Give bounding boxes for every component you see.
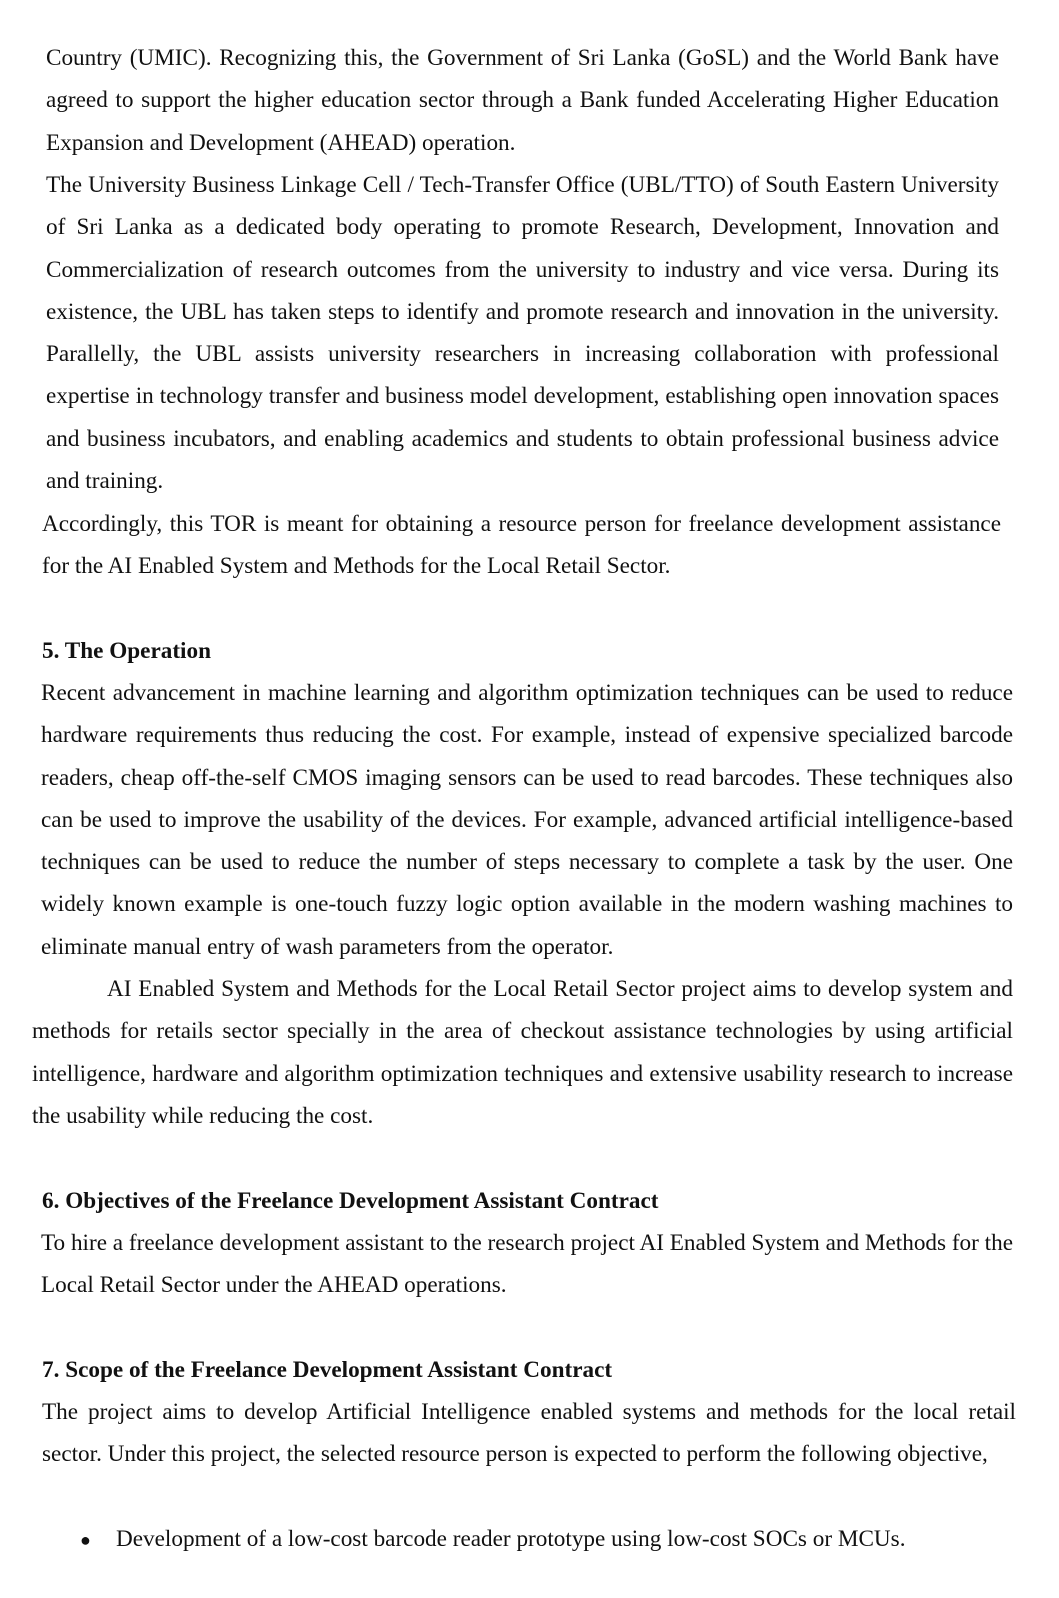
section-6-paragraph: To hire a freelance development assistant to the research project AI Enabled System and Methods for the Local Retail Sector under the AHEAD operations. <box>41 1230 1013 1299</box>
intro-paragraph-ahead: Country (UMIC). Recognizing this, the Government of Sri Lanka (GoSL) and the World Bank have agreed to support the higher education sector through a Bank funded Accelerating Higher Education Expansion and Development (AHEAD) operation. <box>46 45 999 156</box>
bullet-icon: ● <box>80 1530 91 1550</box>
section-5-paragraph-2: AI Enabled System and Methods for the Local Retail Sector project aims to develop system and methods for retails sector specially in the area of checkout assistance technologies by using artificial intelligence, hardware and algorithm optimization techniques and extensive usability research to increase the usability while reducing the cost. <box>32 976 1013 1129</box>
section-5-paragraph-1: Recent advancement in machine learning and algorithm optimization techniques can be used to reduce hardware requirements thus reducing the cost. For example, instead of expensive specialized barcode readers, cheap off-the-self CMOS imaging sensors can be used to read barcodes. These techniques also can be used to improve the usability of the devices. For example, advanced artificial intelligence-based techniques can be used to reduce the number of steps necessary to complete a task by the user. One widely known example is one-touch fuzzy logic option available in the modern washing machines to eliminate manual entry of wash parameters from the operator. <box>41 680 1013 960</box>
section-7-heading: 7. Scope of the Freelance Development Assistant Contract <box>42 1357 613 1383</box>
section-6-heading: 6. Objectives of the Freelance Development Assistant Contract <box>42 1188 659 1214</box>
section-7-bullet-item <box>80 1518 906 1561</box>
section-7-paragraph: The project aims to develop Artificial Intelligence enabled systems and methods for the local retail sector. Under this project, the selected resource person is expected to perform the following objective, <box>42 1399 1016 1468</box>
intro-paragraph-ubl: The University Business Linkage Cell / Tech-Transfer Office (UBL/TTO) of South Eastern University of Sri Lanka as a dedicated body operating to promote Research, Development, Innovation and Commercialization of research outcomes from the university to industry and vice versa. During its existence, the UBL has taken steps to identify and promote research and innovation in the university. Parallelly, the UBL assists university researchers in increasing collaboration with professional expertise in technology transfer and business model development, establishing open innovation spaces and business incubators, and enabling academics and students to obtain professional business advice and training. <box>46 172 999 495</box>
section-5-heading: 5. The Operation <box>42 638 211 664</box>
bullet-text: Development of a low-cost barcode reader prototype using low-cost SOCs or MCUs. <box>116 1526 906 1552</box>
intro-paragraph-tor: Accordingly, this TOR is meant for obtaining a resource person for freelance development assistance for the AI Enabled System and Methods for the Local Retail Sector. <box>42 511 1001 580</box>
